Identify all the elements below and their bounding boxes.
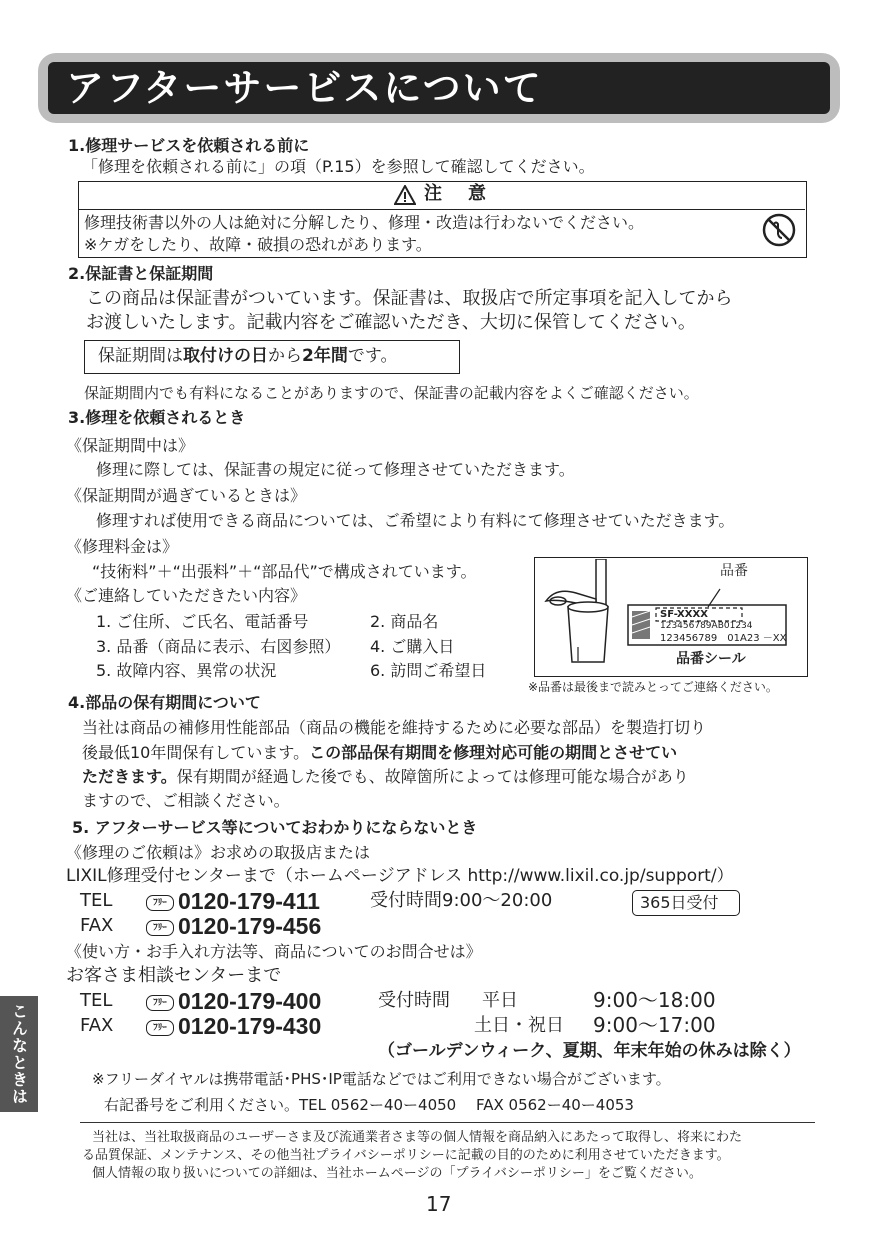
figure-label-bottom: 品番シール [676, 651, 746, 667]
freedial-note: ※フリーダイヤルは携帯電話･PHS･IP電話などではご利用できない場合がございます。 [92, 1070, 671, 1088]
page-title: アフターサービスについて [66, 66, 543, 110]
warranty-period-text: 保証期間は取付けの日から2年間です。 [98, 346, 398, 366]
freedial-icon: ﾌﾘｰ [146, 920, 174, 936]
section4-line2: 後最低10年間保有しています。この部品保有期間を修理対応可能の期間とさせてい [82, 743, 678, 762]
warranty-note: 保証期間内でも有料になることがありますので、保証書の記載内容をよくご確認ください。 [84, 384, 699, 402]
section3-sub2-text: 修理すれば使用できる商品については、ご希望により有料にて修理させていただきます。 [96, 511, 735, 530]
hours2-label: 受付時間 [378, 990, 450, 1011]
section2-line1: この商品は保証書がついています。保証書は、取扱店で所定事項を記入してから [86, 288, 733, 309]
list-item: 3. 品番（商品に表示、右図参照） [96, 637, 341, 656]
section1-heading: 1.修理サービスを依頼される前に [68, 136, 310, 155]
page-number: 17 [426, 1192, 452, 1216]
section3-sub1-text: 修理に際しては、保証書の規定に従って修理させていただきます。 [96, 460, 575, 479]
figure-code1: SF-XXXX [660, 609, 708, 620]
footer-line3: 個人情報の取り扱いについての詳細は、当社ホームページの「プライバシーポリシー」をご覧ください。 [92, 1166, 702, 1181]
section5-sub1: 《修理のご依頼は》お求めの取扱店または [66, 843, 371, 862]
freedial-icon: ﾌﾘｰ [146, 1020, 174, 1036]
section5-heading: 5. アフターサービス等についておわかりにならないとき [72, 818, 478, 837]
footer-line1: 当社は、当社取扱商品のユーザーさま及び流通業者さま等の個人情報を商品納入にあたって取得し、将来にわた [92, 1130, 743, 1145]
list-item: 2. 商品名 [370, 612, 439, 631]
holiday-note: （ゴールデンウィーク、夏期、年末年始の休みは除く） [378, 1041, 801, 1061]
section3-heading: 3.修理を依頼されるとき [68, 408, 246, 427]
list-item: 1. ご住所、ご氏名、電話番号 [96, 612, 309, 631]
lixil-center: LIXIL修理受付センターまで（ホームページアドレス http://www.lixil.co.jp/support/） [66, 866, 734, 886]
fax2-number[interactable]: ﾌﾘｰ 0120-179-430 [146, 1013, 321, 1041]
weekend-hours: 9:00〜17:00 [593, 1013, 716, 1037]
section1-text: 「修理を依頼される前に」の項（P.15）を参照して確認してください。 [82, 157, 595, 176]
figure-code3: 123456789 01A23 －XX [660, 633, 787, 644]
fax1-number[interactable]: ﾌﾘｰ 0120-179-456 [146, 913, 321, 941]
badge-365-text: 365日受付 [640, 893, 719, 912]
weekend-label: 土日・祝日 [474, 1015, 564, 1036]
tel2-number[interactable]: ﾌﾘｰ 0120-179-400 [146, 988, 321, 1016]
section3-sub4: 《ご連絡していただきたい内容》 [66, 586, 307, 605]
section2-heading: 2.保証書と保証期間 [68, 264, 214, 283]
section4-heading: 4.部品の保有期間について [68, 693, 261, 712]
hours1: 受付時間9:00〜20:00 [370, 890, 553, 911]
section4-line1: 当社は商品の補修用性能部品（商品の機能を維持するために必要な部品）を製造打切り [82, 718, 707, 737]
alt-numbers: 右記番号をご利用ください。TEL 0562ー40ー4050 FAX 0562ー40ー4053 [104, 1096, 634, 1114]
section4-line4: ますので、ご相談ください。 [82, 791, 290, 810]
warning-triangle-icon [394, 185, 416, 205]
list-item: 5. 故障内容、異常の状況 [96, 661, 277, 680]
no-disassembly-icon [761, 212, 797, 248]
section3-sub3-text: “技術料”＋“出張料”＋“部品代”で構成されています。 [92, 562, 477, 581]
figure-code2: 123456789AB01234 [660, 621, 753, 631]
freedial-icon: ﾌﾘｰ [146, 995, 174, 1011]
section5-sub2: 《使い方・お手入れ方法等、商品についてのお問合せは》 [66, 942, 482, 961]
section3-sub3: 《修理料金は》 [66, 537, 179, 556]
list-item: 4. ご購入日 [370, 637, 455, 656]
footer-line2: る品質保証、メンテナンス、その他当社プライバシーポリシーに記載の目的のために利用させていただきます。 [82, 1148, 730, 1163]
freedial-icon: ﾌﾘｰ [146, 895, 174, 911]
side-tab-label: こんなときは [9, 1003, 29, 1105]
customer-center: お客さま相談センターまで [66, 965, 282, 986]
fax-label: FAX [80, 915, 114, 936]
section3-sub2: 《保証期間が過ぎているときは》 [66, 486, 307, 505]
section2-line2: お渡しいたします。記載内容をご確認いただき、大切に保管してください。 [86, 312, 696, 333]
caution-heading: 注 意 [424, 183, 490, 204]
tel-label: TEL [80, 890, 113, 911]
tel-label: TEL [80, 990, 113, 1011]
figure-note: ※品番は最後まで読みとってご連絡ください。 [528, 680, 778, 694]
weekday-hours: 9:00〜18:00 [593, 988, 716, 1012]
section4-line3: ただきます。保有期間が経過した後でも、故障箇所によっては修理可能な場合があり [82, 767, 689, 786]
weekday-label: 平日 [482, 990, 518, 1011]
tel1-number[interactable]: ﾌﾘｰ 0120-179-411 [146, 888, 320, 916]
footer-divider [80, 1122, 815, 1123]
caution-line1: 修理技術書以外の人は絶対に分解したり、修理・改造は行わないでください。 [84, 213, 645, 232]
figure-label-top: 品番 [720, 563, 748, 579]
fax-label: FAX [80, 1015, 114, 1036]
list-item: 6. 訪問ご希望日 [370, 661, 487, 680]
section3-sub1: 《保証期間中は》 [66, 436, 195, 455]
caution-line2: ※ケガをしたり、故障・破損の恐れがあります。 [84, 235, 432, 254]
